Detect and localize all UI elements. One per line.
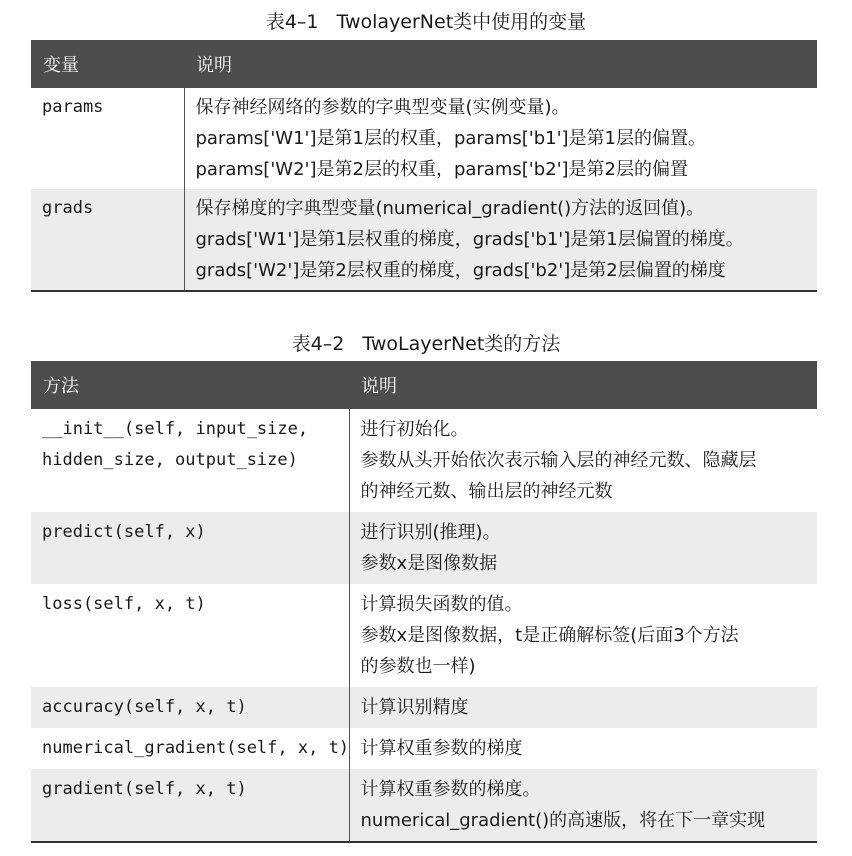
- description-line: 计算识别精度: [360, 697, 469, 718]
- table-row: [31, 687, 817, 728]
- description-line: 的神经元数、输出层的神经元数: [360, 481, 613, 502]
- description-cell: [349, 728, 817, 769]
- description-cell: [184, 88, 817, 189]
- method-signature-line: hidden_size, output_size): [42, 450, 298, 470]
- variables-table: [31, 40, 817, 292]
- table2-caption-title: TwoLayerNet类的方法: [362, 333, 561, 355]
- table-row: [31, 728, 817, 769]
- method-signature-line: loss(self, x, t): [42, 594, 206, 614]
- method-signature-line: gradient(self, x, t): [42, 779, 247, 799]
- description-line: params['W2']是第2层的权重，params['b2']是第2层的偏置: [195, 159, 689, 180]
- method-signature-cell: [31, 769, 349, 842]
- methods-table: [31, 361, 817, 843]
- table-header-row: [31, 361, 817, 409]
- description-cell: [184, 189, 817, 291]
- description-line: numerical_gradient()的高速版，将在下一章实现: [360, 810, 766, 831]
- description-line: grads['W2']是第2层权重的梯度，grads['b2']是第2层偏置的梯度: [195, 260, 726, 281]
- table1-caption-number: 表4–1: [265, 11, 319, 33]
- description-line: 的参数也一样): [360, 656, 476, 677]
- description-line: 计算权重参数的梯度。: [360, 779, 541, 800]
- variable-name-cell: [31, 88, 184, 189]
- description-line: params['W1']是第1层的权重，params['b1']是第1层的偏置。: [195, 128, 707, 149]
- variable-name-cell: [31, 189, 184, 291]
- description-line: 进行初始化。: [360, 419, 469, 440]
- description-line: 保存梯度的字典型变量(numerical_gradient()方法的返回值)。: [195, 198, 705, 219]
- table2-caption: [0, 332, 852, 356]
- table-row: [31, 769, 817, 842]
- method-signature-cell: [31, 409, 349, 512]
- table1-caption: [0, 10, 852, 34]
- table-row: [31, 189, 817, 291]
- description-line: grads['W1']是第1层权重的梯度，grads['b1']是第1层偏置的梯度。: [195, 229, 744, 250]
- table-row: [31, 584, 817, 687]
- method-signature-line: predict(self, x): [42, 522, 206, 542]
- variable-name: params: [42, 97, 104, 117]
- method-signature-line: accuracy(self, x, t): [42, 697, 247, 717]
- method-signature-line: numerical_gradient(self, x, t): [42, 738, 350, 758]
- description-cell: [349, 512, 817, 584]
- method-signature-line: __init__(self, input_size,: [42, 419, 309, 439]
- method-signature-cell: [31, 584, 349, 687]
- description-line: 计算损失函数的值。: [360, 594, 523, 615]
- column-header-variable: 变量: [43, 55, 79, 76]
- column-header-method: 方法: [43, 376, 79, 397]
- description-cell: [349, 409, 817, 512]
- column-header-description: 说明: [361, 376, 397, 397]
- table2-caption-number: 表4–2: [291, 333, 345, 355]
- description-cell: [349, 687, 817, 728]
- table-row: [31, 512, 817, 584]
- method-signature-cell: [31, 512, 349, 584]
- table-row: [31, 88, 817, 189]
- description-line: 参数从头开始依次表示输入层的神经元数、隐藏层: [360, 450, 757, 471]
- description-line: 参数x是图像数据: [360, 553, 498, 574]
- description-cell: [349, 584, 817, 687]
- table-header-row: [31, 40, 817, 88]
- description-line: 保存神经网络的参数的字典型变量(实例变量)。: [195, 97, 570, 118]
- description-line: 计算权重参数的梯度: [360, 738, 523, 759]
- description-line: 参数x是图像数据，t是正确解标签(后面3个方法: [360, 625, 739, 646]
- table-row: [31, 409, 817, 512]
- method-signature-cell: [31, 728, 349, 769]
- method-signature-cell: [31, 687, 349, 728]
- description-line: 进行识别(推理)。: [360, 522, 501, 543]
- column-header-description: 说明: [196, 55, 232, 76]
- description-cell: [349, 769, 817, 842]
- table1-caption-title: TwolayerNet类中使用的变量: [336, 11, 587, 33]
- variable-name: grads: [42, 198, 94, 218]
